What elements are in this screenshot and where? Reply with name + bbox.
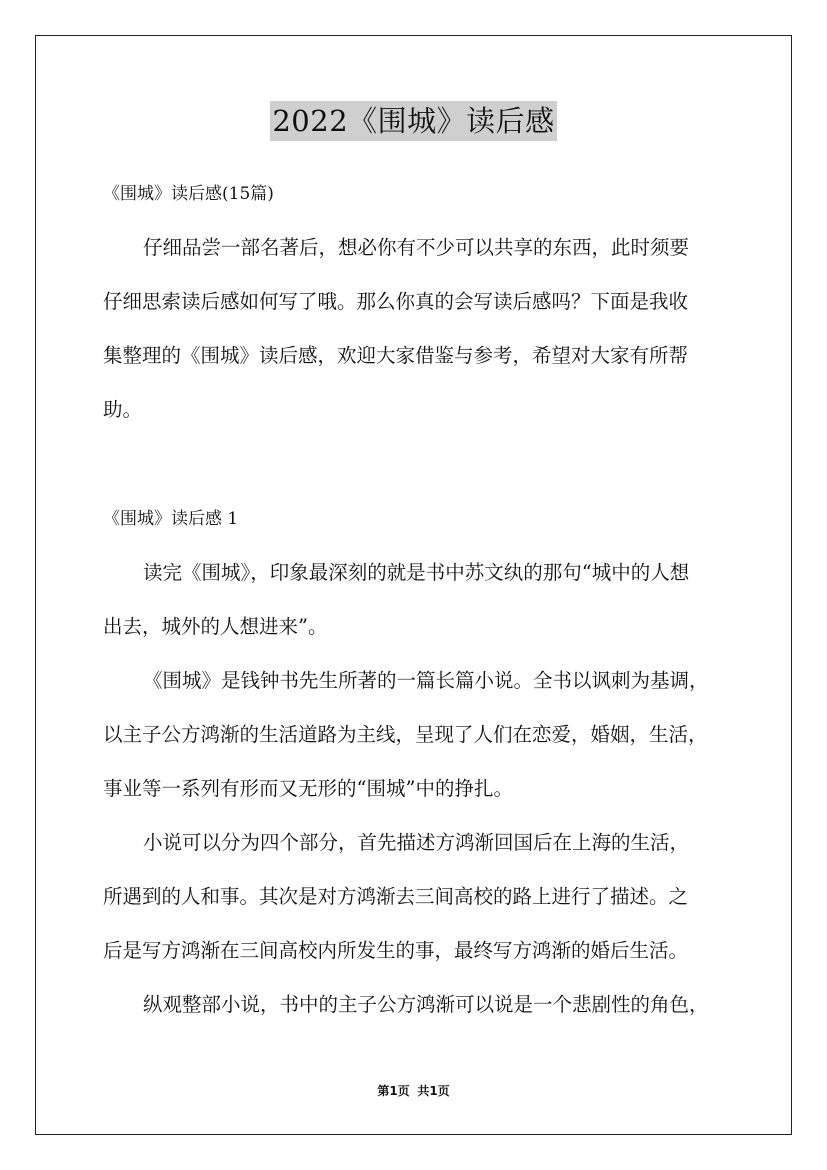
paragraph2-line-3: 事业等一系列有形而又无形的“围城”中的挣扎。: [103, 777, 513, 800]
intro-line-4: 助。: [103, 398, 143, 421]
paragraph1-line-1: 读完《围城》，印象最深刻的就是书中苏文纨的那句“城中的人想: [143, 561, 690, 584]
page-footer: [0, 1082, 827, 1100]
title-container: [0, 101, 827, 141]
intro-line-1: 仔细品尝一部名著后，想必你有不少可以共享的东西，此时须要: [143, 236, 690, 259]
page-number: 第1页: [377, 1084, 410, 1098]
intro-line-2: 仔细思索读后感如何写了哦。那么你真的会写读后感吗？下面是我收: [103, 290, 689, 313]
paragraph3-line-3: 后是写方鸿渐在三间高校内所发生的事，最终写方鸿渐的婚后生活。: [103, 939, 689, 962]
paragraph2-line-1: 《围城》是钱钟书先生所著的一篇长篇小说。全书以讽刺为基调，: [143, 669, 709, 692]
paragraph3-line-2: 所遇到的人和事。其次是对方鸿渐去三间高校的路上进行了描述。之: [103, 885, 689, 908]
document-subtitle: 《围城》读后感(15篇): [103, 184, 274, 204]
page-total: 共1页: [417, 1084, 450, 1098]
paragraph2-line-2: 以主子公方鸿渐的生活道路为主线，呈现了人们在恋爱，婚姻，生活，: [103, 723, 708, 746]
document-title: 2022《围城》读后感: [270, 101, 556, 141]
paragraph4-line-1: 纵观整部小说，书中的主子公方鸿渐可以说是一个悲剧性的角色，: [143, 993, 709, 1016]
intro-line-3: 集整理的《围城》读后感，欢迎大家借鉴与参考，希望对大家有所帮: [103, 344, 689, 367]
paragraph1-line-2: 出去，城外的人想进来”。: [103, 615, 328, 638]
paragraph3-line-1: 小说可以分为四个部分，首先描述方鸿渐回国后在上海的生活，: [143, 831, 690, 854]
section-heading: 《围城》读后感 1: [103, 509, 239, 529]
